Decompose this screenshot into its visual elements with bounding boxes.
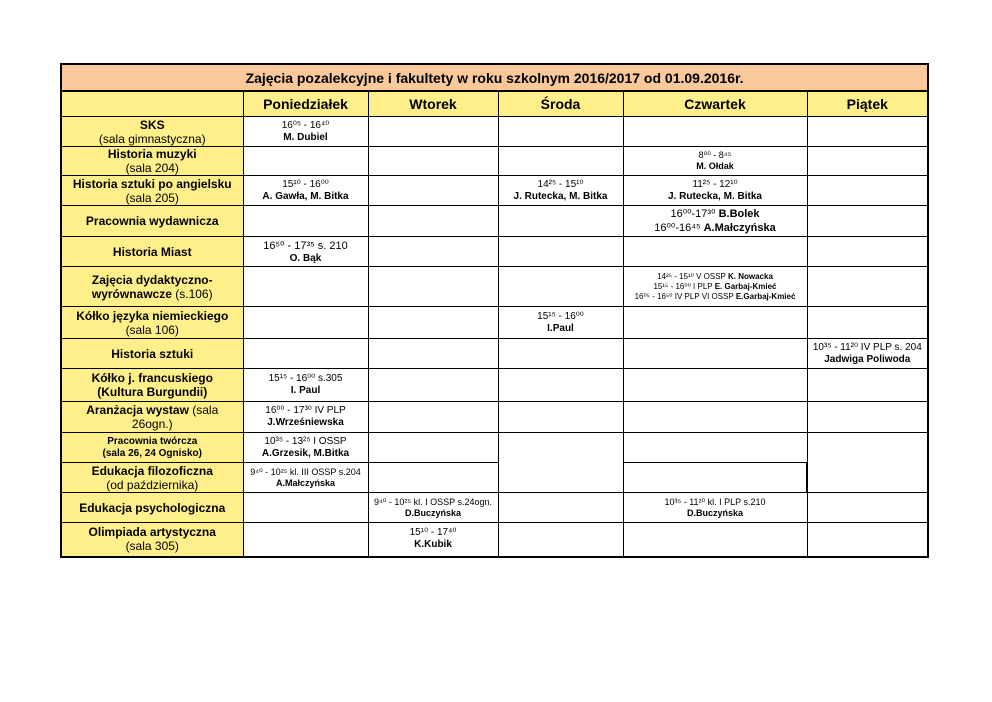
teacher-name: D.Buczyńska (686, 507, 744, 518)
schedule-cell (243, 147, 368, 176)
subject-name: Kółko języka niemieckiego (76, 308, 229, 323)
schedule-cell (243, 117, 368, 147)
subject-cell (61, 523, 243, 557)
teacher-name: I.Paul (547, 322, 574, 334)
teacher-name: A.Małczyńska (703, 222, 776, 234)
schedule-cell (368, 402, 498, 433)
schedule-cell (498, 206, 623, 237)
subject-cell (61, 176, 243, 206)
schedule-cell (498, 523, 623, 557)
subject-note: (sala gimnastyczna) (98, 131, 206, 146)
class-entry (624, 282, 807, 292)
class-time: 16⁵⁰ - 17³⁵ s. 210 (263, 239, 348, 252)
subject-name: Edukacja filozoficzna (91, 463, 213, 478)
schedule-cell (368, 523, 498, 557)
subject-name: Olimpiada artystyczna (88, 525, 216, 540)
subject-note: (sala 305) (125, 539, 179, 554)
class-time: 14²⁵ - 15¹⁰ (657, 271, 694, 281)
schedule-cell (243, 267, 368, 307)
class-time: 16⁰⁰-16⁴⁵ (654, 222, 701, 234)
subject-name: Zajęcia dydaktyczno- (91, 272, 213, 287)
class-time: 10³⁵ - 13²⁵ I OSSP (264, 435, 347, 447)
teacher-name: B.Bolek (718, 208, 760, 220)
class-time: 10³⁵ - 11²⁰ kl. I PLP s.210 (664, 496, 766, 507)
subject-name: Historia sztuki po angielsku (72, 176, 232, 191)
schedule-table (60, 63, 929, 558)
schedule-cell (807, 307, 928, 339)
class-time: 15¹⁰ - 16⁰⁰ (282, 178, 329, 190)
schedule-cell (243, 369, 368, 402)
subject-name: Pracownia wydawnicza (85, 214, 219, 228)
schedule-cell (807, 402, 928, 433)
schedule-cell (623, 237, 807, 267)
subject-name: Historia sztuki (111, 346, 194, 361)
subject-cell (61, 307, 243, 339)
teacher-name: J.Wrześniewska (267, 417, 344, 428)
schedule-cell (623, 147, 807, 176)
teacher-name: J. Rutecka, M. Bitka (668, 190, 762, 202)
class-time: 16⁰⁰ - 17³⁰ IV PLP (265, 405, 346, 416)
subject-cell (61, 206, 243, 237)
schedule-cell (243, 339, 368, 369)
teacher-name: J. Rutecka, M. Bitka (513, 190, 608, 202)
teacher-name: K. Nowacka (727, 271, 773, 281)
schedule-cell (498, 369, 623, 402)
schedule-cell (498, 493, 623, 523)
class-time: 15¹⁰ - 17⁴⁰ (409, 527, 457, 539)
subject-cell (61, 147, 243, 176)
teacher-name: M. Dubiel (283, 131, 328, 143)
schedule-cell (368, 463, 498, 493)
schedule-cell (368, 147, 498, 176)
subject-cell (61, 463, 243, 493)
schedule-cell (623, 307, 807, 339)
schedule-cell (498, 433, 623, 493)
schedule-cell (623, 267, 807, 307)
teacher-name: I. Paul (290, 385, 321, 396)
subject-note-inline: (sala (192, 403, 219, 417)
schedule-cell (368, 307, 498, 339)
schedule-cell (623, 433, 807, 463)
class-entry (624, 292, 807, 302)
class-time: 15¹⁵ - 16⁰⁰ (653, 281, 691, 291)
schedule-cell (498, 147, 623, 176)
teacher-name: D.Buczyńska (404, 507, 462, 518)
schedule-cell (623, 523, 807, 557)
schedule-cell (243, 307, 368, 339)
subject-name: Aranżacja wystaw (86, 403, 189, 417)
schedule-cell (368, 493, 498, 523)
class-time: 15¹⁵ - 16⁰⁰ s.305 (268, 373, 343, 384)
subject-name: Historia Miast (112, 244, 192, 259)
subject-cell (61, 402, 243, 433)
schedule-cell (243, 433, 368, 463)
schedule-cell (243, 402, 368, 433)
schedule-cell (243, 463, 368, 493)
teacher-name: K.Kubik (414, 539, 452, 551)
subject-name: Historia muzyki (107, 147, 197, 161)
schedule-cell (243, 523, 368, 557)
class-entry (624, 221, 807, 235)
schedule-cell (623, 402, 807, 433)
subject-cell (61, 433, 243, 463)
day-header-monday: Poniedziałek (243, 91, 368, 117)
schedule-cell (368, 117, 498, 147)
subject-cell (61, 237, 243, 267)
day-header-tuesday: Wtorek (368, 91, 498, 117)
subject-line-2 (62, 287, 243, 301)
schedule-cell (498, 339, 623, 369)
subject-cell (61, 117, 243, 147)
schedule-cell (498, 117, 623, 147)
schedule-title: Zajęcia pozalekcyjne i fakultety w roku szkolnym 2016/2017 od 01.09.2016r. (61, 64, 928, 91)
schedule-cell (368, 237, 498, 267)
schedule-cell (368, 339, 498, 369)
schedule-cell (498, 267, 623, 307)
schedule-cell (368, 267, 498, 307)
schedule-cell (368, 433, 498, 463)
class-time: 15¹⁵ - 16⁰⁰ (537, 310, 584, 322)
day-header-wednesday: Środa (498, 91, 623, 117)
class-entry (624, 207, 807, 221)
class-info: V OSSP (696, 271, 726, 281)
subject-name: Kółko j. francuskiego (91, 371, 213, 385)
teacher-name: O. Bąk (289, 252, 322, 264)
class-info: IV PLP VI OSSP (674, 291, 734, 301)
teacher-name: M. Ołdak (696, 161, 734, 171)
schedule-cell (807, 433, 928, 493)
subject-cell (61, 369, 243, 402)
schedule-cell (498, 402, 623, 433)
subject-line-1 (62, 403, 243, 417)
subject-note: (s.106) (175, 286, 213, 301)
schedule-cell (498, 307, 623, 339)
schedule-cell (623, 176, 807, 206)
schedule-cell (623, 463, 807, 493)
teacher-name: A. Gawła, M. Bitka (262, 190, 349, 202)
subject-note: (sala 205) (125, 190, 179, 205)
subject-cell (61, 339, 243, 369)
class-time: 10³⁵ - 11²⁰ IV PLP s. 204 (812, 341, 922, 353)
schedule-cell (807, 206, 928, 237)
teacher-name: E. Garbaj-Kmieć (714, 281, 777, 291)
schedule-cell (807, 117, 928, 147)
subject-name: SKS (139, 117, 165, 132)
subject-note: (od października) (106, 477, 199, 492)
schedule-cell (807, 237, 928, 267)
schedule-cell (623, 339, 807, 369)
schedule-cell (368, 206, 498, 237)
schedule-cell (807, 493, 928, 523)
teacher-name: A.Grzesik, M.Bitka (261, 447, 350, 459)
subject-note: 26ogn.) (131, 417, 173, 431)
class-time: 9⁴⁰ - 10²⁵ kl. I OSSP s.24ogn. (373, 496, 493, 507)
schedule-cell (243, 493, 368, 523)
class-time: 16⁰⁵ - 16⁴⁰ (281, 119, 330, 131)
schedule-cell (243, 237, 368, 267)
schedule-cell (368, 176, 498, 206)
subject-note: (sala 106) (125, 322, 179, 337)
schedule-cell (807, 369, 928, 402)
class-time: 16⁰⁰-17³⁰ (670, 208, 716, 220)
schedule-cell (498, 237, 623, 267)
class-time: 11²⁵ - 12¹⁰ (692, 178, 738, 190)
subject-cell (61, 493, 243, 523)
class-info: I PLP (693, 281, 713, 291)
schedule-cell (368, 369, 498, 402)
day-header-thursday: Czwartek (623, 91, 807, 117)
schedule-cell (623, 117, 807, 147)
subject-name-continued: (Kultura Burgundii) (97, 385, 208, 399)
subject-name: Edukacja psychologiczna (79, 500, 226, 515)
schedule-cell (243, 176, 368, 206)
subject-name-continued: (sala 26, 24 Ognisko) (102, 447, 202, 459)
teacher-name: A.Małczyńska (275, 477, 336, 488)
schedule-cell (623, 206, 807, 237)
subject-note: (sala 204) (125, 161, 179, 175)
schedule-cell (623, 493, 807, 523)
schedule-cell (807, 147, 928, 176)
schedule-cell (807, 523, 928, 557)
class-entry (624, 272, 807, 282)
teacher-name: Jadwiga Poliwoda (824, 353, 911, 365)
schedule-cell (807, 176, 928, 206)
teacher-name: E.Garbaj-Kmieć (735, 291, 796, 301)
subject-name-continued: wyrównawcze (91, 286, 172, 301)
schedule-cell (807, 267, 928, 307)
schedule-cell (498, 176, 623, 206)
class-time: 9⁴⁰ - 10²⁵ kl. III OSSP s.204 (250, 466, 361, 477)
class-time: 8⁰⁰ - 8⁴⁵ (698, 150, 732, 160)
subject-name: Pracownia twórcza (107, 435, 198, 447)
schedule-cell (623, 369, 807, 402)
subject-cell (61, 267, 243, 307)
schedule-cell (243, 206, 368, 237)
class-time: 16⁰⁵ - 16⁵⁰ (634, 291, 673, 301)
header-corner (61, 91, 243, 117)
day-header-friday: Piątek (807, 91, 928, 117)
schedule-cell (807, 339, 928, 369)
class-time: 14²⁵ - 15¹⁰ (537, 178, 584, 190)
